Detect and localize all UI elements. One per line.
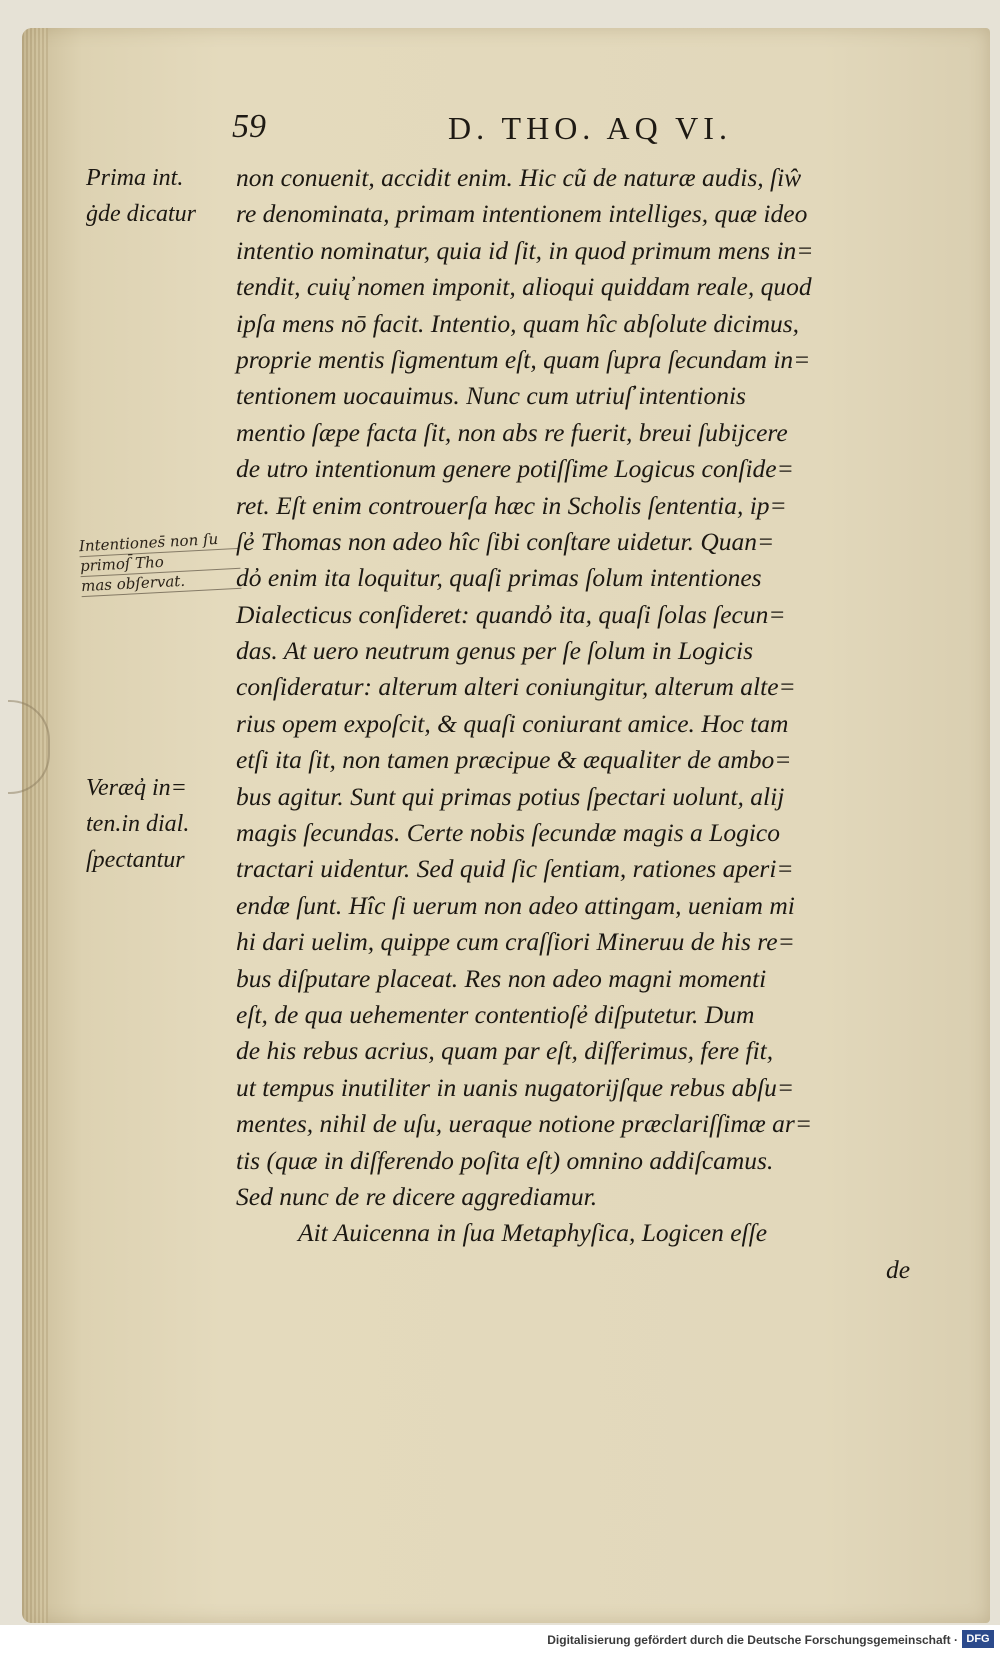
text-line: intentio nominatur, quia id ſit, in quod primum mens in=	[236, 235, 814, 265]
page-number: 59	[232, 108, 266, 145]
text-line: do̓ enim ita loquitur, quaſi primas ſolum intentiones	[236, 563, 762, 593]
handwritten-line: primoſ̄ Tho	[80, 549, 241, 577]
handwritten-annotation	[79, 529, 242, 597]
body-text	[236, 160, 926, 1288]
text-line: tis (quæ in diſferendo poſita eſt) omnino addiſcamus.	[236, 1145, 774, 1175]
text-line: non conuenit, accidit enim. Hic cũ de naturæ audis, ſiŵ	[236, 163, 802, 192]
handwritten-line: mas obſervat.	[81, 569, 242, 597]
paragraph-start-line: Ait Auicenna in ſua Metaphyſica, Logicen eſſe	[298, 1218, 768, 1248]
text-line: tractari uidentur. Sed quid ſic ſentiam, rationes aperi=	[236, 854, 794, 884]
text-line: Sed nunc de re dicere aggrediamur.	[236, 1181, 598, 1211]
text-line: tendit, cuių̓ nomen imponit, alioqui quiddam reale, quod	[236, 272, 812, 302]
text-line: das. At uero neutrum genus per ſe ſolum in Logicis	[236, 636, 754, 666]
running-head: D. THO. AQ VI.	[448, 110, 732, 146]
catchword: de	[886, 1254, 911, 1284]
dfg-logo: DFG	[962, 1630, 994, 1648]
text-line: ret. Eſt enim controuerſa hæc in Scholis ſententia, ip=	[236, 490, 787, 520]
margin-note-line: ten.in dial.	[86, 811, 190, 837]
text-line: bus agitur. Sunt qui primas potius ſpectari uolunt, alij	[236, 781, 785, 811]
text-line: hi dari uelim, quippe cum craſſiori Mineruu de his re=	[236, 927, 795, 957]
text-line: de utro intentionum genere potiſſime Logicus conſide=	[236, 454, 794, 484]
text-line: proprie mentis ſigmentum eſt, quam ſupra ſecundam in=	[236, 344, 811, 374]
page-edge-stack	[22, 28, 48, 1623]
margin-note-line: Veræq̓ in=	[86, 775, 187, 801]
text-line: conſideratur: alterum alteri coniungitur, alterum alte=	[236, 672, 796, 702]
text-line: endæ ſunt. Hîc ſi uerum non adeo attingam, ueniam mi	[236, 890, 795, 920]
text-line: re denominata, primam intentionem intelliges, quæ ideo	[236, 199, 808, 229]
text-line: eſt, de qua uehementer contentioſe̓ diſputetur. Dum	[236, 999, 755, 1029]
text-line: ipſa mens nō facit. Intentio, quam hîc abſolute dicimus,	[236, 308, 800, 338]
text-line: ut tempus inutiliter in uanis nugatorijſque rebus abſu=	[236, 1072, 795, 1102]
margin-note-prima-intentio	[86, 160, 236, 232]
handwritten-line: Intentiones̄ non ſu	[79, 529, 240, 557]
text-line: ſe̓ Thomas non adeo hîc ſibi conſtare uidetur. Quan=	[236, 526, 775, 556]
funding-credit: Digitalisierung gefördert durch die Deutsche Forschungsgemeinschaft ·	[547, 1633, 958, 1647]
text-line: magis ſecundas. Certe nobis ſecundæ magis a Logico	[236, 818, 780, 848]
text-line: Dialecticus conſideret: quando̓ ita, quaſi ſolas ſecun=	[236, 599, 786, 629]
margin-note-line: Prima int.	[86, 165, 184, 191]
text-line: rius opem expoſcit, & quaſi coniurant amice. Hoc tam	[236, 708, 789, 738]
footer-bar	[0, 1625, 1000, 1655]
text-line: bus diſputare placeat. Res non adeo magni momenti	[236, 963, 767, 993]
text-line: tentionem uocauimus. Nunc cum utriuſ̓ intentionis	[236, 381, 746, 411]
margin-note-line: ſpectantur	[86, 847, 185, 873]
text-line: de his rebus acrius, quam par eſt, diſferimus, fere fit,	[236, 1036, 774, 1066]
text-line: mentio ſæpe facta ſit, non abs re fuerit, breui ſubijcere	[236, 417, 788, 447]
page-header	[0, 108, 1000, 148]
text-line: etſi ita ſit, non tamen præcipue & æqualiter de ambo=	[236, 745, 792, 775]
margin-note-verae-intentiones	[86, 770, 236, 878]
margin-note-line: ġde dicatur	[86, 201, 196, 227]
text-line: mentes, nihil de uſu, ueraque notione præclariſſimæ ar=	[236, 1109, 813, 1139]
